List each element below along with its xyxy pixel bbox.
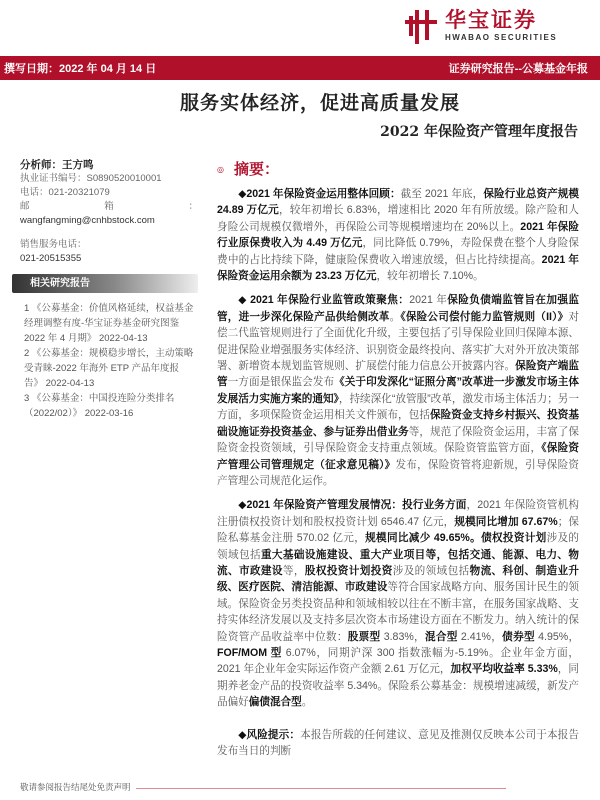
body-text: ，较年初增长 7.10%。	[376, 270, 484, 283]
body-text: 。	[301, 696, 313, 709]
bold-text: ◆2021 年保险资金运用整体回顾：	[238, 188, 401, 200]
email-label-1: 邮	[20, 201, 30, 212]
abstract-section	[217, 160, 579, 767]
body-text: 涉及的领域包括	[392, 564, 470, 577]
page-subtitle: 2022 年保险资产管理年度报告	[380, 124, 578, 140]
sales-phone: 021-20515355	[20, 253, 82, 264]
body-text: 2021 年	[409, 294, 448, 307]
body-text: 对偿二代监管规则进行了全面优化升级，主要包括了引导保险业回归保障本源、促进保险业增强服务实体经济、识别资金最终投向、落实扩大对外开放决策部署、新增资本规划监管规则、扩展偿付能力信息公开披露内容。	[217, 310, 580, 373]
body-text: ，同比降低 0.79%，寿险保费在整个人身险保费中的占比持续下降，健康险保费收入增速放缓，但占比持续提高。	[217, 237, 579, 266]
risk-section	[217, 727, 579, 760]
risk-warning	[217, 727, 579, 760]
related-research-list	[24, 301, 196, 421]
body-text: 等，	[282, 564, 305, 577]
page-title: 服务实体经济，促进高质量发展	[180, 92, 461, 114]
body-text: 等符合国家战略方向、服务国计民生的领域。保险资金另类投资品种和领域相较以往在不断丰富，在服务国家战略、支持实体经济发展以及支持多层次资本市场建设方面在不断发力。纳入统计的保险资管产品收益率中位数：	[217, 581, 580, 643]
bold-text: ◆风险提示：	[238, 728, 301, 741]
bold-text: 偏债混合型	[248, 696, 302, 709]
abstract-paragraph	[217, 186, 579, 284]
bold-text: ◆2021 年保险资产管理发展情况：	[238, 499, 403, 512]
bold-text: 规模同比减少 49.65%。债权投资计划	[365, 532, 547, 545]
email-label-3: ：	[188, 201, 198, 212]
analyst-phone: 电话：021-20321079	[20, 187, 110, 198]
bold-text: 股权投资计划投资	[304, 564, 393, 577]
analyst-name: 分析师：王方鸣	[20, 159, 94, 171]
bold-text: 2021 年保险行业原保费收入为 4.49 万亿元	[217, 220, 579, 250]
body-text: 6.07%，同期沪深 300 指数涨幅为-5.19%。企业年金方面，2021 年企业年金实际运作资产金额 2.61 万亿元，	[217, 646, 579, 676]
bullet-icon: ◎	[217, 165, 224, 174]
logo-en: HWABAO SECURITIES	[445, 32, 558, 42]
logo-cn: 华宝证券	[445, 8, 537, 32]
analyst-info	[20, 158, 198, 266]
bold-text: 保险资产端监管	[217, 360, 580, 389]
header-bar	[0, 56, 600, 80]
analyst-license: 执业证书编号：S0890520010001	[20, 173, 162, 184]
email-label	[20, 200, 198, 214]
bold-text: 加权平均收益率 5.33%	[450, 663, 558, 676]
email-label-2: 箱	[104, 201, 114, 212]
bold-text: 2021 年保险资金运用余额为 23.23 万亿元	[217, 253, 580, 283]
bold-text: 投行业务方面	[402, 499, 467, 512]
bold-text: ◆ 2021 年保险行业监管政策聚焦：	[238, 294, 410, 307]
related-report-item[interactable]: 1 《公募基金：价值风格延续，权益基金经理调整有度-华宝证券基金研究图鉴 2022 年 4 月期》 2022-04-13	[24, 303, 194, 344]
bold-text: 《保险资产管理公司管理规定（征求意见稿）》	[217, 442, 580, 471]
body-text: 3.83%，	[380, 630, 425, 643]
abstract-paragraph	[217, 292, 579, 489]
bold-text: 《关于印发深化“证照分离”改革进一步激发市场主体发展活力实施方案的通知》	[217, 376, 580, 405]
bold-text: 物流、科创、制造业升级、医疗医院、清洁能源、市政建设	[217, 564, 580, 594]
body-text: 等，规范了保险资金运用，丰富了保险资金投资领域，引导保险资金支持重点领域。保险资管监管方面，	[217, 425, 580, 455]
disclaimer-note: 敬请参阅报告结尾处免责声明	[20, 782, 131, 792]
body-text: ，2021 年保险资管机构注册债权投资计划和股权投资计划 6546.47 亿元，	[217, 499, 580, 528]
bold-text: 《保险公司偿付能力监管规则（II）》	[400, 310, 569, 323]
bold-text: 保险行业总资产规模 24.89 万亿元	[217, 188, 580, 217]
logo-mark-icon	[405, 6, 439, 44]
footer-divider	[136, 788, 506, 789]
report-category: 证券研究报告--公募基金年报	[448, 63, 588, 75]
analyst-email[interactable]: wangfangming@cnhbstock.com	[20, 215, 155, 226]
abstract-paragraph	[217, 497, 579, 710]
body-text: 。	[389, 310, 401, 323]
body-text: ，较年初增长 6.83%，增速相比 2020 年有所放缓。除产险和人身险公司规模仅微增外，再保险公司等规模增速均在 20%以上。	[217, 204, 579, 233]
body-text: ；保险私募基金注册 570.02 亿元，	[217, 515, 579, 545]
related-research-heading: 相关研究报告	[12, 274, 198, 293]
body-text: 本报告所载的任何建议、意见及推测仅反映本公司于本报告发布当日的判断	[217, 728, 580, 757]
body-text: 截至 2021 年底，	[400, 188, 484, 200]
body-text: 涉及的领域包括	[217, 532, 580, 561]
body-text: ，同期养老金产品的投资收益率 5.34%。保险系公募基金：规模增速减缓，新发产品偏好	[217, 663, 580, 709]
bold-text: 债券型	[502, 630, 535, 643]
body-text: 4.95%，	[534, 630, 580, 643]
bold-text: 保险资金支持乡村振兴、投资基础设施证券投资基金、参与证券出借业务	[217, 409, 580, 438]
left-column	[20, 158, 198, 421]
related-report-item[interactable]: 3 《公募基金：中国投连险分类排名（2022/02）》 2022-03-16	[24, 393, 175, 419]
sales-label: 销售服务电话：	[20, 239, 87, 250]
body-text: 一方面是银保监会发布	[227, 376, 335, 389]
bold-text: 规模同比增加 67.67%	[454, 515, 558, 528]
bold-text: 保险负债端监管旨在加强监管，进一步深化保险产品供给侧改革	[217, 294, 579, 323]
bold-text: 混合型	[424, 630, 458, 643]
body-text: 2.41%，	[457, 630, 503, 643]
bold-text: 股票型	[347, 630, 381, 643]
bold-text: 重大基础设施建设、重大产业项目等，包括交通、能源、电力、物流、市政建设	[217, 548, 580, 577]
related-report-item[interactable]: 2 《公募基金：规模稳步增长，主动策略受青睐-2022 年海外 ETP 产品年度报告》 2022-04-13	[24, 348, 194, 389]
company-logo	[405, 6, 557, 44]
bold-text: FOF/MOM 型	[217, 646, 283, 659]
report-date: 撰写日期：2022 年 04 月 14 日	[4, 63, 157, 75]
body-text: 发布，保险资管将迎新规，引导保险资产管理公司规范化运作。	[217, 458, 580, 487]
abstract-heading: 摘要：	[233, 161, 279, 178]
body-text: ，持续深化“放管服”改革，激发市场主体活力；另一方面，多项保险资金运用相关文件颁布，包括	[217, 392, 579, 422]
